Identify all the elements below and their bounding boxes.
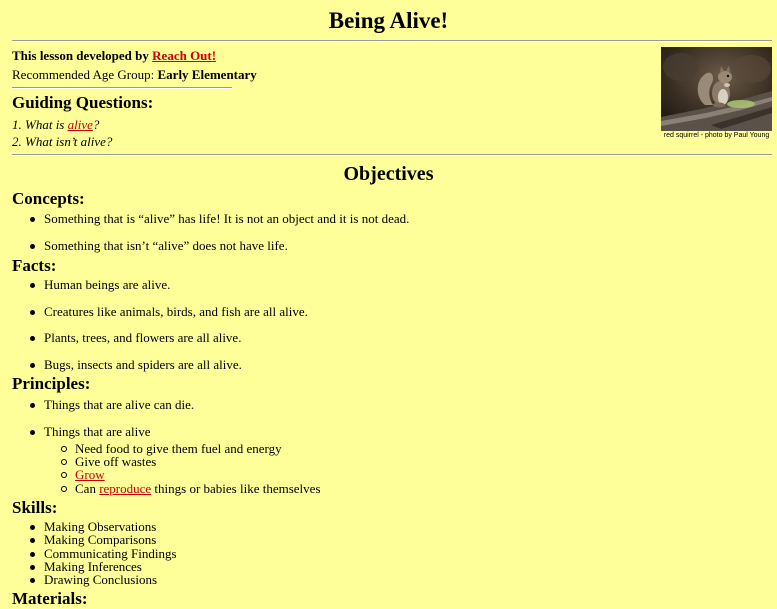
skill-item: Communicating Findings (44, 546, 177, 561)
concepts-heading: Concepts: (12, 189, 85, 208)
fact-item: Creatures like animals, birds, and fish are all alive. (44, 304, 308, 319)
skill-item: Making Inferences (44, 559, 142, 574)
developer-line (12, 48, 216, 64)
grow-link[interactable]: Grow (75, 467, 105, 482)
reproduce-suffix: things or babies like themselves (151, 481, 321, 496)
facts-heading: Facts: (12, 256, 57, 275)
materials-heading: Materials: (12, 589, 88, 608)
squirrel-photo-block (661, 47, 772, 139)
guiding-question-1 (12, 117, 99, 133)
skill-item: Drawing Conclusions (44, 572, 158, 587)
alive-link[interactable]: alive (67, 117, 93, 132)
question-1-prefix: 1. What is (12, 117, 68, 132)
age-group-line (12, 67, 257, 83)
skill-item: Making Comparisons (44, 532, 157, 547)
principles-heading: Principles: (12, 374, 91, 393)
reach-out-link[interactable]: Reach Out! (152, 48, 217, 63)
developer-prefix: This lesson developed by (12, 48, 153, 63)
squirrel-photo (661, 47, 772, 131)
skill-item: Making Observations (44, 519, 157, 534)
principle-item: Things that are alive can die. (44, 397, 195, 412)
fact-item: Human beings are alive. (44, 277, 171, 292)
reproduce-prefix: Can (75, 481, 100, 496)
concept-item: Something that is “alive” has life! It is not an object and it is not dead. (44, 211, 410, 226)
divider (12, 40, 772, 42)
reproduce-link[interactable]: reproduce (99, 481, 152, 496)
skills-heading: Skills: (12, 498, 58, 517)
principle-subitem: Need food to give them fuel and energy (75, 441, 282, 456)
concept-item: Something that isn’t “alive” does not have life. (44, 238, 288, 253)
age-group-label: Recommended Age Group: (12, 67, 158, 82)
guiding-questions-heading: Guiding Questions: (12, 93, 154, 112)
age-group-value: Early Elementary (157, 67, 257, 82)
fact-item: Plants, trees, and flowers are all alive. (44, 330, 242, 345)
photo-caption: red squirrel - photo by Paul Young (663, 132, 770, 139)
guiding-question-2: 2. What isn’t alive? (12, 134, 113, 149)
fact-item: Bugs, insects and spiders are all alive. (44, 357, 242, 372)
principle-subitem: Give off wastes (75, 454, 157, 469)
question-1-suffix: ? (92, 117, 100, 132)
divider (12, 154, 772, 156)
page-title: Being Alive! (328, 8, 449, 33)
principle-subitem (75, 481, 321, 497)
divider-short (12, 87, 232, 89)
principle-item: Things that are alive (44, 424, 151, 439)
objectives-heading: Objectives (343, 163, 434, 185)
